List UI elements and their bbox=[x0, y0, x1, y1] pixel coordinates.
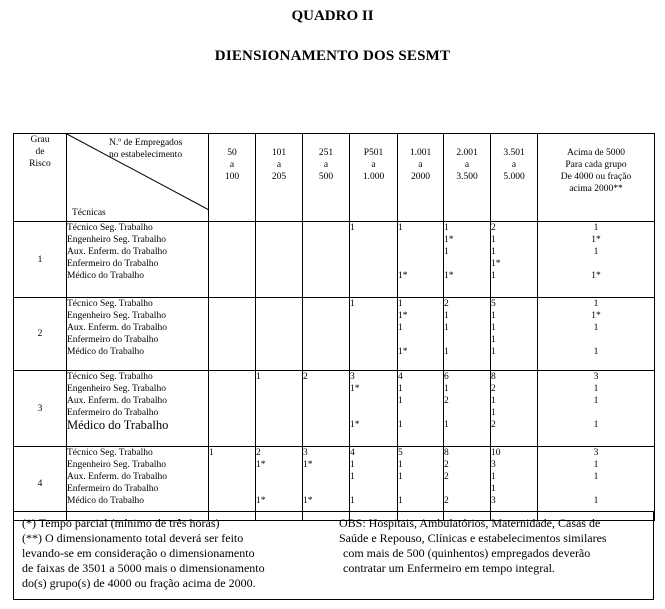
quantity-value: 3 bbox=[303, 448, 308, 458]
quantity-value: 2 bbox=[444, 460, 449, 470]
footnote-line: do(s) grupo(s) de 4000 ou fração acima de 2000. bbox=[22, 576, 256, 590]
quantity-value: 1* bbox=[256, 496, 266, 506]
quantity-cell bbox=[491, 222, 538, 298]
risk-group-row bbox=[14, 222, 655, 298]
quantity-value: 1 bbox=[593, 460, 599, 470]
quantity-value bbox=[398, 407, 443, 419]
technician-label: Enfermeiro do Trabalho bbox=[67, 259, 159, 269]
quantity-value bbox=[303, 258, 349, 270]
quantity-cell bbox=[350, 447, 398, 521]
header-range bbox=[444, 134, 491, 222]
technician-label: Técnico Seg. Trabalho bbox=[67, 299, 153, 309]
quantity-value bbox=[256, 258, 302, 270]
observation-line: contratar um Enfermeiro em tempo integral. bbox=[343, 561, 555, 575]
quantity-cell bbox=[538, 222, 655, 298]
quantity-value bbox=[444, 483, 490, 495]
header-grau bbox=[14, 134, 67, 222]
quantity-value bbox=[256, 383, 302, 395]
range-line: Acima de 5000 bbox=[566, 148, 626, 158]
header-range bbox=[350, 134, 398, 222]
observation-line: Saúde e Repouso, Clínicas e estabelecimentos similares bbox=[339, 531, 607, 545]
quantity-value: 1 bbox=[491, 408, 496, 418]
technician-label: Aux. Enferm. do Trabalho bbox=[67, 323, 168, 333]
quantity-value: 1* bbox=[303, 460, 313, 470]
quantity-value bbox=[303, 346, 349, 358]
quantity-value: 1 bbox=[491, 484, 496, 494]
header-range bbox=[491, 134, 538, 222]
quantity-value: 1 bbox=[444, 384, 449, 394]
quantity-value bbox=[209, 246, 255, 258]
quantity-value: 1 bbox=[491, 347, 496, 357]
technician-label: Aux. Enferm. do Trabalho bbox=[67, 472, 168, 482]
quantity-value bbox=[398, 258, 443, 270]
quantity-value bbox=[209, 371, 255, 383]
quantity-value: 2 bbox=[491, 223, 496, 233]
quantity-value bbox=[398, 483, 443, 495]
quantity-value: 1 bbox=[398, 472, 403, 482]
quantity-value bbox=[256, 346, 302, 358]
quantity-value bbox=[209, 222, 255, 234]
quantity-value: 3 bbox=[593, 372, 599, 382]
quantity-value bbox=[256, 270, 302, 282]
quantity-cell bbox=[398, 298, 444, 371]
quantity-value: 1 bbox=[398, 223, 403, 233]
quantity-value: 1 bbox=[593, 323, 599, 333]
quantity-value bbox=[398, 334, 443, 346]
quantity-value: 1* bbox=[491, 259, 501, 269]
quantity-value bbox=[256, 310, 302, 322]
quantity-value: 1* bbox=[303, 496, 313, 506]
range-line: a bbox=[371, 160, 376, 170]
quantity-value: 1 bbox=[350, 299, 355, 309]
quantity-value: 3 bbox=[350, 372, 355, 382]
quantity-cell bbox=[444, 298, 491, 371]
range-line: 5.000 bbox=[503, 172, 525, 182]
quantity-value: 1 bbox=[444, 247, 449, 257]
quantity-value bbox=[350, 322, 397, 334]
range-line: 3.500 bbox=[456, 172, 478, 182]
quantity-value: 1 bbox=[491, 311, 496, 321]
header-range-above-5000 bbox=[538, 134, 655, 222]
range-line: a bbox=[418, 160, 423, 170]
quantity-cell bbox=[398, 371, 444, 447]
range-line: 50 bbox=[227, 148, 237, 158]
technician-label: Enfermeiro do Trabalho bbox=[67, 408, 159, 418]
quantity-value: 1* bbox=[398, 311, 408, 321]
quantity-cell bbox=[491, 298, 538, 371]
footnotes bbox=[22, 516, 322, 591]
quantity-value: 1 bbox=[593, 347, 599, 357]
quantity-value bbox=[303, 234, 349, 246]
technician-list bbox=[67, 447, 209, 521]
footnote-line: (*) Tempo parcial (mínimo de três horas) bbox=[22, 516, 220, 530]
quantity-cell bbox=[256, 371, 303, 447]
risk-group-row bbox=[14, 371, 655, 447]
range-line: a bbox=[229, 160, 235, 170]
quantity-value: 5 bbox=[491, 299, 496, 309]
quantity-value bbox=[350, 407, 397, 419]
quantity-cell bbox=[444, 222, 491, 298]
quantity-value bbox=[444, 258, 490, 270]
quantity-value: 1 bbox=[593, 247, 599, 257]
observation-line: OBS: Hospitais, Ambulatórios, Maternidade, Casas de bbox=[339, 516, 601, 530]
technician-label: Médico do Trabalho bbox=[67, 418, 169, 432]
technician-label: Médico do Trabalho bbox=[67, 496, 145, 506]
quantity-value: 1 bbox=[444, 347, 449, 357]
risk-degree: 4 bbox=[14, 447, 67, 521]
quantity-value bbox=[398, 246, 443, 258]
quantity-value: 1 bbox=[593, 420, 599, 430]
quantity-value: 5 bbox=[398, 448, 403, 458]
quantity-cell bbox=[209, 222, 256, 298]
quantity-value bbox=[256, 419, 302, 431]
quantity-value: 1 bbox=[491, 323, 496, 333]
quantity-value bbox=[209, 471, 255, 483]
quantity-value bbox=[256, 246, 302, 258]
dimensioning-table bbox=[13, 133, 655, 521]
quantity-value bbox=[398, 234, 443, 246]
quantity-value bbox=[350, 310, 397, 322]
quantity-cell bbox=[398, 222, 444, 298]
range-line: 205 bbox=[271, 172, 287, 182]
quantity-cell bbox=[303, 371, 350, 447]
quantity-value: 1 bbox=[398, 420, 403, 430]
quantity-value: 2 bbox=[444, 496, 449, 506]
quantity-value bbox=[209, 270, 255, 282]
quantity-value: 1* bbox=[591, 235, 601, 245]
quantity-value: 1* bbox=[591, 271, 601, 281]
quantity-value: 1 bbox=[398, 384, 403, 394]
quantity-value: 1 bbox=[593, 223, 599, 233]
quantity-value: 2 bbox=[444, 396, 449, 406]
header-diagonal-cell bbox=[67, 134, 209, 222]
quantity-value: 8 bbox=[444, 448, 449, 458]
range-line: 3.501 bbox=[503, 148, 525, 158]
risk-degree: 1 bbox=[14, 222, 67, 298]
quantity-value bbox=[209, 322, 255, 334]
quantity-value bbox=[256, 334, 302, 346]
quantity-cell bbox=[491, 447, 538, 521]
quantity-value bbox=[350, 246, 397, 258]
quantity-value bbox=[350, 483, 397, 495]
technician-label: Técnico Seg. Trabalho bbox=[67, 448, 153, 458]
quantity-value: 1 bbox=[444, 223, 449, 233]
footnote-line: de faixas de 3501 a 5000 mais o dimensionamento bbox=[22, 561, 265, 575]
quantity-value: 1* bbox=[398, 271, 408, 281]
quantity-value: 1 bbox=[398, 496, 403, 506]
quantity-value: 2 bbox=[491, 384, 496, 394]
quantity-value bbox=[350, 234, 397, 246]
quantity-value: 1* bbox=[398, 347, 408, 357]
quantity-value bbox=[209, 258, 255, 270]
quantity-value: 2 bbox=[303, 372, 308, 382]
technician-label: Engenheiro Seg. Trabalho bbox=[67, 460, 166, 470]
range-line: De 4000 ou fração bbox=[560, 172, 632, 182]
range-line: acima 2000** bbox=[569, 184, 623, 194]
quantity-value: 8 bbox=[491, 372, 496, 382]
quantity-value bbox=[538, 407, 654, 419]
header-range bbox=[303, 134, 350, 222]
quantity-value bbox=[538, 334, 654, 346]
quantity-value: 1 bbox=[398, 323, 403, 333]
quantity-value: 1 bbox=[350, 223, 355, 233]
quantity-value: 1* bbox=[350, 420, 360, 430]
quantity-value: 1 bbox=[350, 460, 355, 470]
quantity-cell bbox=[444, 447, 491, 521]
header-row bbox=[14, 134, 655, 222]
range-line: a bbox=[323, 160, 329, 170]
quantity-value bbox=[303, 471, 349, 483]
footnote-line: levando-se em consideração o dimensionamento bbox=[22, 546, 255, 560]
quantity-value bbox=[209, 407, 255, 419]
risk-group-row bbox=[14, 298, 655, 371]
quantity-value bbox=[303, 419, 349, 431]
page-subtitle: DIENSIONAMENTO DOS SESMT bbox=[214, 48, 451, 64]
header-employees-line: no estabelecimento bbox=[109, 150, 183, 160]
quantity-value: 1 bbox=[350, 496, 355, 506]
footnote-line: (**) O dimensionamento total deverá ser feito bbox=[22, 531, 244, 545]
quantity-value bbox=[303, 246, 349, 258]
quantity-value bbox=[209, 459, 255, 471]
range-line: 500 bbox=[318, 172, 334, 182]
quantity-value bbox=[303, 298, 349, 310]
quantity-value: 1 bbox=[593, 396, 599, 406]
range-line: 101 bbox=[271, 148, 287, 158]
range-line: 1.000 bbox=[362, 172, 385, 182]
technician-label: Técnico Seg. Trabalho bbox=[67, 223, 153, 233]
quantity-value bbox=[209, 419, 255, 431]
range-line: a bbox=[511, 160, 517, 170]
quantity-value: 1 bbox=[398, 299, 403, 309]
quantity-value: 1 bbox=[593, 472, 599, 482]
technician-label: Aux. Enferm. do Trabalho bbox=[67, 396, 168, 406]
quantity-value: 1 bbox=[350, 472, 355, 482]
quantity-value bbox=[303, 310, 349, 322]
quantity-value bbox=[256, 483, 302, 495]
quantity-cell bbox=[256, 298, 303, 371]
risk-degree: 3 bbox=[14, 371, 67, 447]
quantity-value bbox=[209, 383, 255, 395]
quantity-value: 4 bbox=[398, 372, 403, 382]
quantity-value: 1 bbox=[593, 496, 599, 506]
quantity-cell bbox=[350, 298, 398, 371]
quantity-cell bbox=[538, 447, 655, 521]
quantity-value bbox=[350, 395, 397, 407]
quantity-value: 1* bbox=[591, 311, 601, 321]
header-range bbox=[398, 134, 444, 222]
quantity-value bbox=[444, 334, 490, 346]
quantity-cell bbox=[350, 222, 398, 298]
header-techs-label: Técnicas bbox=[72, 208, 106, 218]
quantity-value: 2 bbox=[444, 472, 449, 482]
quantity-value bbox=[350, 346, 397, 358]
technician-list bbox=[67, 371, 209, 447]
quantity-value bbox=[209, 483, 255, 495]
technician-label: Médico do Trabalho bbox=[67, 271, 145, 281]
quantity-value bbox=[209, 495, 255, 507]
technician-label: Enfermeiro do Trabalho bbox=[67, 335, 159, 345]
quantity-value: 1 bbox=[491, 396, 496, 406]
quantity-value: 1 bbox=[593, 384, 599, 394]
range-line: a bbox=[464, 160, 470, 170]
quantity-value: 1 bbox=[491, 247, 496, 257]
quantity-cell bbox=[398, 447, 444, 521]
quantity-value bbox=[209, 310, 255, 322]
range-line: P501 bbox=[363, 148, 384, 158]
quantity-value bbox=[209, 395, 255, 407]
quantity-value bbox=[256, 322, 302, 334]
quantity-value bbox=[303, 222, 349, 234]
range-line: 1.001 bbox=[409, 148, 432, 158]
quantity-value bbox=[209, 234, 255, 246]
technician-label: Médico do Trabalho bbox=[67, 347, 145, 357]
quantity-value: 1* bbox=[256, 460, 266, 470]
header-range bbox=[256, 134, 303, 222]
risk-degree: 2 bbox=[14, 298, 67, 371]
quantity-value bbox=[209, 346, 255, 358]
quantity-value bbox=[303, 395, 349, 407]
quantity-value bbox=[538, 483, 654, 495]
quantity-cell bbox=[209, 298, 256, 371]
quantity-value: 1* bbox=[444, 235, 454, 245]
quantity-cell bbox=[256, 222, 303, 298]
quantity-cell bbox=[303, 222, 350, 298]
quantity-cell bbox=[538, 298, 655, 371]
technician-list bbox=[67, 298, 209, 371]
quantity-value bbox=[256, 407, 302, 419]
page-title: QUADRO II bbox=[291, 8, 374, 24]
quantity-value bbox=[256, 222, 302, 234]
quantity-value: 1 bbox=[256, 372, 261, 382]
quantity-value: 10 bbox=[491, 448, 501, 458]
quantity-value: 1 bbox=[593, 299, 599, 309]
quantity-value: 2 bbox=[491, 420, 496, 430]
quantity-value: 1 bbox=[491, 271, 496, 281]
technician-label: Engenheiro Seg. Trabalho bbox=[67, 235, 166, 245]
range-line: 251 bbox=[318, 148, 334, 158]
quantity-cell bbox=[209, 447, 256, 521]
header-range bbox=[209, 134, 256, 222]
quantity-value bbox=[209, 334, 255, 346]
quantity-cell bbox=[444, 371, 491, 447]
observation-line: com mais de 500 (quinhentos) empregados deverão bbox=[343, 546, 591, 560]
quantity-value bbox=[209, 298, 255, 310]
header-employees-label bbox=[109, 137, 182, 161]
quantity-value bbox=[303, 407, 349, 419]
quantity-value: 6 bbox=[444, 372, 449, 382]
quantity-value bbox=[256, 298, 302, 310]
quantity-cell bbox=[491, 371, 538, 447]
quantity-value bbox=[256, 395, 302, 407]
quantity-value bbox=[444, 407, 490, 419]
quantity-value bbox=[303, 483, 349, 495]
technician-label: Engenheiro Seg. Trabalho bbox=[67, 311, 166, 321]
header-grau-line: Grau bbox=[30, 135, 50, 145]
quantity-value: 2 bbox=[256, 448, 261, 458]
quantity-value: 1 bbox=[444, 323, 449, 333]
quantity-cell bbox=[256, 447, 303, 521]
technician-label: Aux. Enferm. do Trabalho bbox=[67, 247, 168, 257]
notes-box bbox=[13, 511, 654, 600]
quantity-value bbox=[303, 383, 349, 395]
technician-label: Engenheiro Seg. Trabalho bbox=[67, 384, 166, 394]
quantity-cell bbox=[538, 371, 655, 447]
range-line: a bbox=[276, 160, 282, 170]
quantity-value bbox=[303, 322, 349, 334]
technician-list bbox=[67, 222, 209, 298]
range-line: 2.001 bbox=[456, 148, 478, 158]
quantity-value: 1 bbox=[209, 448, 214, 458]
quantity-value bbox=[350, 270, 397, 282]
quantity-cell bbox=[209, 371, 256, 447]
quantity-value bbox=[538, 258, 654, 270]
quantity-value: 1* bbox=[444, 271, 454, 281]
quantity-value: 1 bbox=[491, 472, 496, 482]
quantity-value bbox=[350, 258, 397, 270]
quantity-value bbox=[256, 471, 302, 483]
quantity-cell bbox=[303, 447, 350, 521]
header-employees-line: N.º de Empregados bbox=[109, 138, 183, 148]
risk-group-row bbox=[14, 447, 655, 521]
range-line: Para cada grupo bbox=[565, 160, 627, 170]
quantity-value: 3 bbox=[593, 448, 599, 458]
quantity-value: 3 bbox=[491, 460, 496, 470]
quantity-cell bbox=[303, 298, 350, 371]
quantity-value: 2 bbox=[444, 299, 449, 309]
quantity-value: 1 bbox=[398, 396, 403, 406]
quantity-value bbox=[303, 334, 349, 346]
quantity-value: 3 bbox=[491, 496, 496, 506]
quantity-value: 1 bbox=[491, 235, 496, 245]
range-line: 100 bbox=[224, 172, 240, 182]
observation bbox=[339, 516, 649, 576]
technician-label: Enfermeiro do Trabalho bbox=[67, 484, 159, 494]
quantity-value bbox=[303, 270, 349, 282]
range-line: 2000 bbox=[411, 172, 430, 182]
quantity-value: 1 bbox=[444, 311, 449, 321]
header-grau-line: de bbox=[35, 147, 45, 157]
quantity-value: 1 bbox=[444, 420, 449, 430]
technician-label: Técnico Seg. Trabalho bbox=[67, 372, 153, 382]
quantity-value: 1 bbox=[491, 335, 496, 345]
header-grau-line: Risco bbox=[29, 159, 51, 169]
quantity-value: 4 bbox=[350, 448, 355, 458]
quantity-value: 1* bbox=[350, 384, 360, 394]
quantity-value bbox=[256, 234, 302, 246]
quantity-value: 1 bbox=[398, 460, 403, 470]
quantity-value bbox=[350, 334, 397, 346]
quantity-cell bbox=[350, 371, 398, 447]
